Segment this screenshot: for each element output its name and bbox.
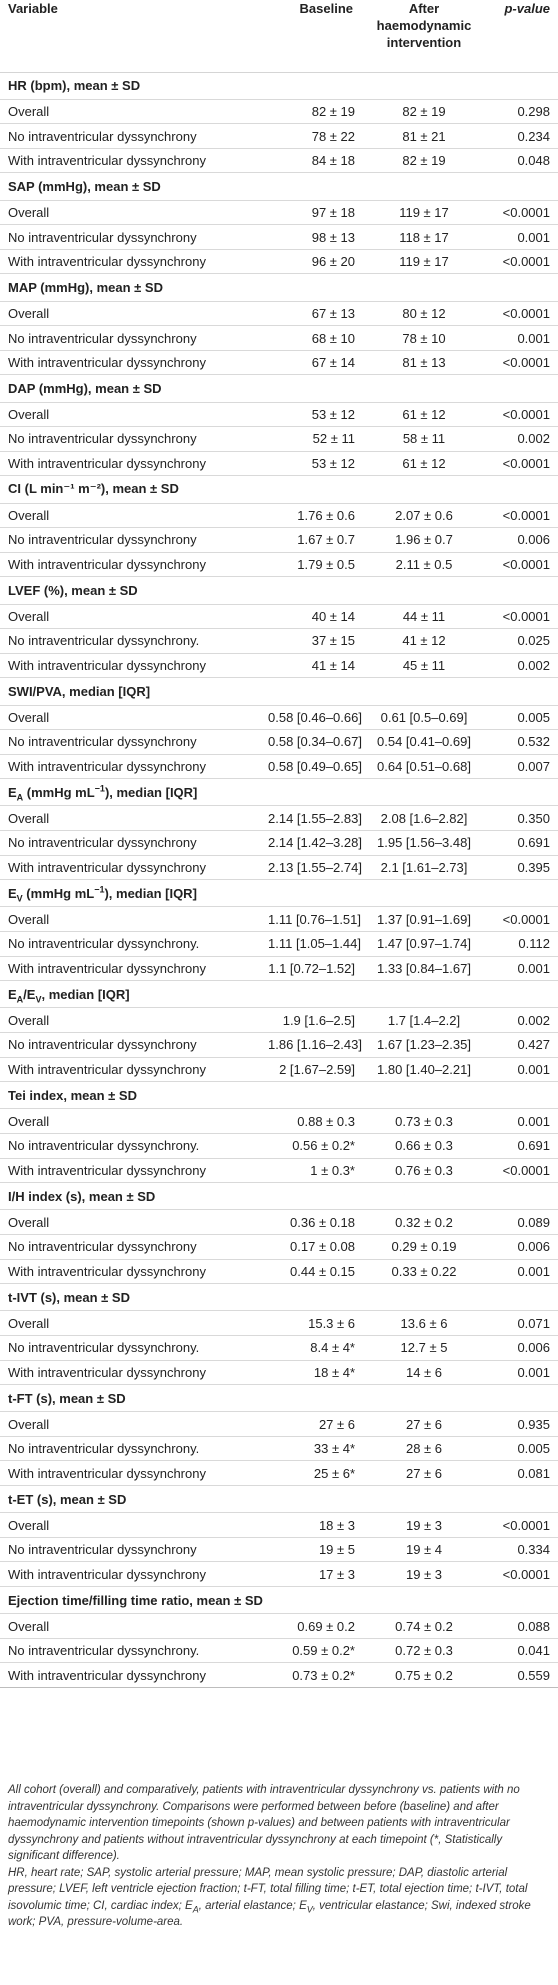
baseline-value: 15.3 ± 6 — [308, 1315, 355, 1331]
row-label: With intraventricular dyssynchrony — [8, 1566, 206, 1582]
baseline-value: 19 ± 5 — [318, 1542, 355, 1558]
row-label: No intraventricular dyssynchrony — [8, 229, 197, 245]
table-row — [0, 1562, 558, 1587]
section-title: SAP (mmHg), mean ± SD — [8, 179, 161, 195]
after-intervention-value: 0.61 [0.5–0.69] — [380, 709, 468, 725]
baseline-value: 41 ± 14 — [311, 658, 355, 674]
section-header-row — [0, 678, 558, 705]
table-row — [0, 451, 558, 476]
baseline-value: 8.4 ± 4* — [310, 1340, 355, 1356]
table-row — [0, 855, 558, 880]
p-value: <0.0001 — [502, 608, 550, 624]
row-label: With intraventricular dyssynchrony — [8, 1364, 206, 1380]
row-label: No intraventricular dyssynchrony. — [8, 1643, 200, 1659]
section-header-row — [0, 1587, 558, 1614]
row-label: Overall — [8, 1416, 50, 1432]
baseline-value: 0.56 ± 0.2* — [292, 1138, 355, 1154]
p-value: 0.025 — [517, 633, 550, 649]
section-title: CI (L min⁻¹ m⁻²), mean ± SD — [8, 481, 179, 497]
p-value: 0.001 — [517, 1263, 550, 1279]
baseline-value: 1.11 [0.76–1.51] — [268, 911, 362, 927]
row-label: Overall — [8, 1315, 50, 1331]
p-value: 0.041 — [517, 1643, 550, 1659]
p-value: <0.0001 — [502, 305, 550, 321]
table-row — [0, 1360, 558, 1385]
after-intervention-value: 1.37 [0.91–1.69] — [377, 911, 471, 927]
row-label: With intraventricular dyssynchrony — [8, 456, 206, 472]
baseline-value: 53 ± 12 — [311, 456, 355, 472]
row-label: No intraventricular dyssynchrony — [8, 532, 197, 548]
p-value: <0.0001 — [502, 355, 550, 371]
p-value: 0.691 — [517, 1138, 550, 1154]
table-row — [0, 1663, 558, 1688]
baseline-value: 0.58 [0.49–0.65] — [268, 758, 362, 774]
header-after-intervention: After haemodynamic intervention — [376, 1, 472, 50]
section-header-row — [0, 981, 558, 1008]
table-row — [0, 705, 558, 730]
after-intervention-value: 82 ± 19 — [402, 103, 446, 119]
table-row — [0, 1158, 558, 1183]
p-value: <0.0001 — [502, 406, 550, 422]
table-row — [0, 1537, 558, 1562]
after-intervention-value: 0.73 ± 0.3 — [395, 1113, 453, 1129]
row-label: No intraventricular dyssynchrony — [8, 330, 197, 346]
row-label: No intraventricular dyssynchrony — [8, 1037, 197, 1053]
table-row — [0, 1109, 558, 1134]
after-intervention-value: 19 ± 4 — [405, 1542, 443, 1558]
baseline-value: 53 ± 12 — [311, 406, 355, 422]
after-intervention-value: 61 ± 12 — [402, 406, 446, 422]
after-intervention-value: 2.07 ± 0.6 — [395, 507, 453, 523]
header-baseline: Baseline — [299, 1, 353, 16]
footnote-abbreviations: HR, heart rate; SAP, systolic arterial pressure; MAP, mean systolic pressure; DAP, diastolic arterial pressure; LVEF, left ventricle ejection fraction; t-FT, total filling time; t-ET, total ejection time; t-IVT, total isovolumic time; CI, cardiac index; $E_A$, arterial elastance; $E_V$, ventricular elastance; Swi, indexed stroke work; PVA, pressure-volume-area. — [8, 1866, 531, 1928]
baseline-value: 0.44 ± 0.15 — [290, 1263, 355, 1279]
p-value: 0.006 — [517, 1340, 550, 1356]
table-row — [0, 1234, 558, 1259]
p-value: 0.071 — [517, 1315, 550, 1331]
header-row — [0, 0, 558, 72]
after-intervention-value: 0.76 ± 0.3 — [395, 1162, 453, 1178]
p-value: 0.427 — [517, 1037, 550, 1053]
p-value: 0.002 — [517, 658, 550, 674]
section-title: $E_V$ (mmHg $mL^{-1}$), median [IQR] — [8, 884, 197, 904]
p-value: 0.298 — [517, 103, 550, 119]
p-value: 0.006 — [517, 532, 550, 548]
table-row — [0, 301, 558, 326]
row-label: Overall — [8, 1113, 50, 1129]
after-intervention-value: 13.6 ± 6 — [400, 1315, 448, 1331]
baseline-value: 1.67 ± 0.7 — [297, 532, 355, 548]
p-value: <0.0001 — [502, 1566, 550, 1582]
p-value: 0.350 — [517, 810, 550, 826]
table-row — [0, 653, 558, 678]
section-header-row — [0, 1284, 558, 1311]
after-intervention-value: 0.54 [0.41–0.69] — [377, 734, 471, 750]
table-row — [0, 1461, 558, 1486]
section-header-row — [0, 577, 558, 604]
baseline-value: 37 ± 15 — [311, 633, 355, 649]
row-label: With intraventricular dyssynchrony — [8, 658, 206, 674]
after-intervention-value: 2.08 [1.6–2.82] — [380, 810, 468, 826]
p-value: 0.001 — [517, 1061, 550, 1077]
p-value: 0.935 — [517, 1416, 550, 1432]
row-label: Overall — [8, 810, 50, 826]
baseline-value: 0.73 ± 0.2* — [292, 1667, 355, 1683]
section-title: MAP (mmHg), mean ± SD — [8, 280, 163, 296]
row-label: Overall — [8, 507, 50, 523]
table-row — [0, 1033, 558, 1058]
after-intervention-value: 78 ± 10 — [402, 330, 446, 346]
table-row — [0, 1259, 558, 1284]
table-row — [0, 249, 558, 274]
after-intervention-value: 2.1 [1.61–2.73] — [380, 859, 468, 875]
row-label: Overall — [8, 1214, 50, 1230]
after-intervention-value: 118 ± 17 — [399, 229, 449, 245]
row-label: With intraventricular dyssynchrony — [8, 758, 206, 774]
p-value: <0.0001 — [502, 456, 550, 472]
baseline-value: 68 ± 10 — [311, 330, 355, 346]
section-header-row — [0, 375, 558, 402]
row-label: Overall — [8, 1517, 50, 1533]
baseline-value: 84 ± 18 — [311, 153, 355, 169]
after-intervention-value: 0.64 [0.51–0.68] — [377, 758, 471, 774]
header-variable: Variable — [8, 1, 58, 16]
p-value: 0.234 — [517, 128, 550, 144]
table-row — [0, 1008, 558, 1033]
baseline-value: 0.58 [0.34–0.67] — [268, 734, 362, 750]
section-title: Ejection time/filling time ratio, mean ± SD — [8, 1592, 263, 1608]
section-header-row — [0, 880, 558, 907]
table-row — [0, 99, 558, 124]
baseline-value: 1.1 [0.72–1.52] — [268, 960, 355, 976]
table-header — [0, 0, 558, 72]
p-value: 0.002 — [517, 1012, 550, 1028]
baseline-value: 96 ± 20 — [311, 254, 355, 270]
table-row — [0, 200, 558, 225]
baseline-value: 97 ± 18 — [311, 204, 355, 220]
after-intervention-value: 19 ± 3 — [405, 1566, 443, 1582]
baseline-value: 0.36 ± 0.18 — [290, 1214, 355, 1230]
section-title: $E_A/E_V$, median [IQR] — [8, 986, 130, 1005]
p-value: 0.001 — [517, 1364, 550, 1380]
after-intervention-value: 81 ± 13 — [402, 355, 446, 371]
section-header-row — [0, 1183, 558, 1210]
row-label: With intraventricular dyssynchrony — [8, 153, 206, 169]
section-header-row — [0, 274, 558, 301]
section-title: HR (bpm), mean ± SD — [8, 78, 141, 94]
after-intervention-value: 1.96 ± 0.7 — [395, 532, 453, 548]
section-header-row — [0, 1082, 558, 1109]
row-label: Overall — [8, 103, 50, 119]
row-label: With intraventricular dyssynchrony — [8, 1162, 206, 1178]
baseline-value: 1.79 ± 0.5 — [297, 557, 355, 573]
after-intervention-value: 2.11 ± 0.5 — [395, 557, 453, 573]
baseline-value: 82 ± 19 — [311, 103, 355, 119]
section-header-row — [0, 779, 558, 806]
after-intervention-value: 12.7 ± 5 — [400, 1340, 448, 1356]
baseline-value: 0.58 [0.46–0.66] — [268, 709, 362, 725]
p-value: 0.006 — [517, 1239, 550, 1255]
baseline-value: 1 ± 0.3* — [310, 1162, 355, 1178]
p-value: <0.0001 — [502, 1517, 550, 1533]
baseline-value: 18 ± 3 — [318, 1517, 355, 1533]
row-label: No intraventricular dyssynchrony. — [8, 1340, 200, 1356]
baseline-value: 0.88 ± 0.3 — [297, 1113, 355, 1129]
row-label: Overall — [8, 709, 50, 725]
after-intervention-value: 19 ± 3 — [405, 1517, 443, 1533]
section-title: I/H index (s), mean ± SD — [8, 1188, 156, 1204]
row-label: With intraventricular dyssynchrony — [8, 859, 206, 875]
p-value: 0.001 — [517, 1113, 550, 1129]
row-label: With intraventricular dyssynchrony — [8, 254, 206, 270]
table-row — [0, 1412, 558, 1437]
section-title: DAP (mmHg), mean ± SD — [8, 381, 162, 396]
table-row — [0, 1311, 558, 1336]
row-label: No intraventricular dyssynchrony. — [8, 633, 200, 649]
after-intervention-value: 82 ± 19 — [402, 153, 446, 169]
after-intervention-value: 27 ± 6 — [405, 1416, 443, 1432]
after-intervention-value: 0.33 ± 0.22 — [391, 1263, 457, 1279]
table-row — [0, 124, 558, 149]
table-row — [0, 350, 558, 375]
row-label: No intraventricular dyssynchrony — [8, 835, 197, 851]
p-value: 0.001 — [517, 229, 550, 245]
table-row — [0, 629, 558, 654]
p-value: 0.334 — [517, 1542, 550, 1558]
table-row — [0, 754, 558, 779]
p-value: <0.0001 — [502, 911, 550, 927]
row-label: Overall — [8, 608, 50, 624]
after-intervention-value: 0.74 ± 0.2 — [395, 1618, 453, 1634]
p-value: <0.0001 — [502, 557, 550, 573]
after-intervention-value: 1.95 [1.56–3.48] — [377, 835, 471, 851]
p-value: 0.081 — [517, 1465, 550, 1481]
row-label: With intraventricular dyssynchrony — [8, 557, 206, 573]
row-label: With intraventricular dyssynchrony — [8, 1061, 206, 1077]
table-row — [0, 1638, 558, 1663]
section-title: Tei index, mean ± SD — [8, 1087, 137, 1103]
baseline-value: 40 ± 14 — [311, 608, 355, 624]
after-intervention-value: 41 ± 12 — [402, 633, 446, 649]
table-row — [0, 1210, 558, 1235]
after-intervention-value: 61 ± 12 — [402, 456, 446, 472]
section-header-row — [0, 1486, 558, 1513]
header-p-value-text: p-value — [504, 1, 550, 16]
after-intervention-value: 119 ± 17 — [399, 254, 449, 270]
baseline-value: 25 ± 6* — [313, 1465, 355, 1481]
row-label: With intraventricular dyssynchrony — [8, 960, 206, 976]
baseline-value: 17 ± 3 — [318, 1566, 355, 1582]
table-row — [0, 503, 558, 528]
section-header-row — [0, 1385, 558, 1412]
p-value: 0.532 — [517, 734, 550, 750]
section-header-row — [0, 476, 558, 503]
after-intervention-value: 28 ± 6 — [405, 1441, 443, 1457]
table-row — [0, 1513, 558, 1538]
row-label: No intraventricular dyssynchrony — [8, 1542, 197, 1558]
section-header-row — [0, 72, 558, 99]
p-value: 0.395 — [517, 859, 550, 875]
after-intervention-value: 80 ± 12 — [402, 305, 446, 321]
table-row — [0, 1335, 558, 1360]
row-label: No intraventricular dyssynchrony — [8, 1239, 197, 1255]
p-value: 0.001 — [517, 960, 550, 976]
table-footnotes — [8, 1782, 550, 1931]
baseline-value: 0.69 ± 0.2 — [297, 1618, 355, 1634]
baseline-value: 1.86 [1.16–2.43] — [268, 1037, 362, 1053]
footnote-description: All cohort (overall) and comparatively, patients with intraventricular dyssynchrony vs. patients with no intraventricular dyssynchrony. Comparisons were performed between before (baseline) and after haemodynamic intervention timepoints (shown p-values) and between patients with intraventricular dyssynchrony and patients without intraventricular dyssynchrony at each timepoint (*, Statistically significant difference). — [8, 1784, 520, 1862]
table-row — [0, 225, 558, 250]
table-row — [0, 552, 558, 577]
after-intervention-value: 0.32 ± 0.2 — [395, 1214, 453, 1230]
section-title: $E_A$ (mmHg $mL^{-1}$), median [IQR] — [8, 783, 198, 803]
baseline-value: 2.14 [1.42–3.28] — [268, 835, 362, 851]
baseline-value: 2.14 [1.55–2.83] — [268, 810, 362, 826]
p-value: 0.691 — [517, 835, 550, 851]
row-label: No intraventricular dyssynchrony. — [8, 936, 200, 952]
table-row — [0, 604, 558, 629]
baseline-value: 52 ± 11 — [312, 431, 355, 447]
after-intervention-value: 58 ± 11 — [402, 431, 446, 447]
table-row — [0, 326, 558, 351]
baseline-value: 1.9 [1.6–2.5] — [282, 1012, 355, 1028]
row-label: No intraventricular dyssynchrony — [8, 431, 197, 447]
after-intervention-value: 1.47 [0.97–1.74] — [377, 936, 471, 952]
baseline-value: 67 ± 14 — [311, 355, 355, 371]
table-row — [0, 730, 558, 755]
section-title: t-ET (s), mean ± SD — [8, 1491, 127, 1507]
p-value: 0.112 — [518, 936, 550, 952]
after-intervention-value: 1.67 [1.23–2.35] — [377, 1037, 471, 1053]
table-body — [0, 72, 558, 1688]
table-row — [0, 402, 558, 427]
row-label: Overall — [8, 911, 50, 927]
baseline-value: 1.76 ± 0.6 — [297, 507, 355, 523]
row-label: With intraventricular dyssynchrony — [8, 1667, 206, 1683]
header-p-value — [481, 0, 558, 72]
table-row — [0, 528, 558, 553]
baseline-value: 2 [1.67–2.59] — [279, 1061, 355, 1077]
p-value: <0.0001 — [502, 204, 550, 220]
baseline-value: 78 ± 22 — [311, 128, 355, 144]
baseline-value: 18 ± 4* — [313, 1364, 355, 1380]
after-intervention-value: 0.75 ± 0.2 — [395, 1667, 453, 1683]
after-intervention-value: 44 ± 11 — [402, 608, 446, 624]
p-value: <0.0001 — [502, 507, 550, 523]
table-row — [0, 806, 558, 831]
p-value: 0.005 — [517, 709, 550, 725]
p-value: 0.048 — [517, 153, 550, 169]
p-value: 0.007 — [517, 758, 550, 774]
row-label: Overall — [8, 1618, 50, 1634]
after-intervention-value: 45 ± 11 — [402, 658, 446, 674]
baseline-value: 0.59 ± 0.2* — [292, 1643, 355, 1659]
p-value: <0.0001 — [502, 254, 550, 270]
table-row — [0, 831, 558, 856]
row-label: Overall — [8, 1012, 50, 1028]
table-row — [0, 1436, 558, 1461]
after-intervention-value: 1.7 [1.4–2.2] — [387, 1012, 461, 1028]
after-intervention-value: 81 ± 21 — [402, 128, 446, 144]
after-intervention-value: 27 ± 6 — [405, 1465, 443, 1481]
row-label: No intraventricular dyssynchrony — [8, 128, 197, 144]
table-row — [0, 956, 558, 981]
after-intervention-value: 0.72 ± 0.3 — [395, 1643, 453, 1659]
table-row — [0, 1133, 558, 1158]
p-value: <0.0001 — [502, 1162, 550, 1178]
baseline-value: 67 ± 13 — [311, 305, 355, 321]
baseline-value: 33 ± 4* — [313, 1441, 355, 1457]
row-label: With intraventricular dyssynchrony — [8, 1465, 206, 1481]
after-intervention-value: 0.29 ± 0.19 — [391, 1239, 457, 1255]
table-row — [0, 148, 558, 173]
after-intervention-value: 1.33 [0.84–1.67] — [377, 960, 471, 976]
baseline-value: 0.17 ± 0.08 — [290, 1239, 355, 1255]
p-value: 0.005 — [517, 1441, 550, 1457]
baseline-value: 1.11 [1.05–1.44] — [268, 936, 362, 952]
row-label: Overall — [8, 305, 50, 321]
section-title: t-IVT (s), mean ± SD — [8, 1289, 130, 1305]
after-intervention-value: 1.80 [1.40–2.21] — [377, 1061, 471, 1077]
p-value: 0.088 — [517, 1618, 550, 1634]
section-title: LVEF (%), mean ± SD — [8, 582, 138, 598]
p-value: 0.001 — [517, 330, 550, 346]
after-intervention-value: 14 ± 6 — [405, 1364, 443, 1380]
section-title: t-FT (s), mean ± SD — [8, 1390, 126, 1406]
baseline-value: 2.13 [1.55–2.74] — [268, 859, 362, 875]
baseline-value: 98 ± 13 — [311, 229, 355, 245]
section-title: SWI/PVA, median [IQR] — [8, 683, 151, 699]
table-row — [0, 1614, 558, 1639]
after-intervention-value: 0.66 ± 0.3 — [395, 1138, 453, 1154]
row-label: No intraventricular dyssynchrony — [8, 734, 197, 750]
baseline-value: 27 ± 6 — [318, 1416, 355, 1432]
p-value: 0.089 — [517, 1214, 550, 1230]
table-row — [0, 427, 558, 452]
section-header-row — [0, 173, 558, 200]
row-label: With intraventricular dyssynchrony — [8, 1263, 206, 1279]
row-label: With intraventricular dyssynchrony — [8, 355, 206, 371]
p-value: 0.002 — [517, 431, 550, 447]
row-label: No intraventricular dyssynchrony. — [8, 1441, 200, 1457]
table-row — [0, 1057, 558, 1082]
after-intervention-value: 119 ± 17 — [399, 204, 449, 220]
row-label: Overall — [8, 406, 50, 422]
row-label: Overall — [8, 204, 50, 220]
table-row — [0, 907, 558, 932]
p-value: 0.559 — [517, 1667, 550, 1683]
table-row — [0, 932, 558, 957]
row-label: No intraventricular dyssynchrony. — [8, 1138, 200, 1154]
